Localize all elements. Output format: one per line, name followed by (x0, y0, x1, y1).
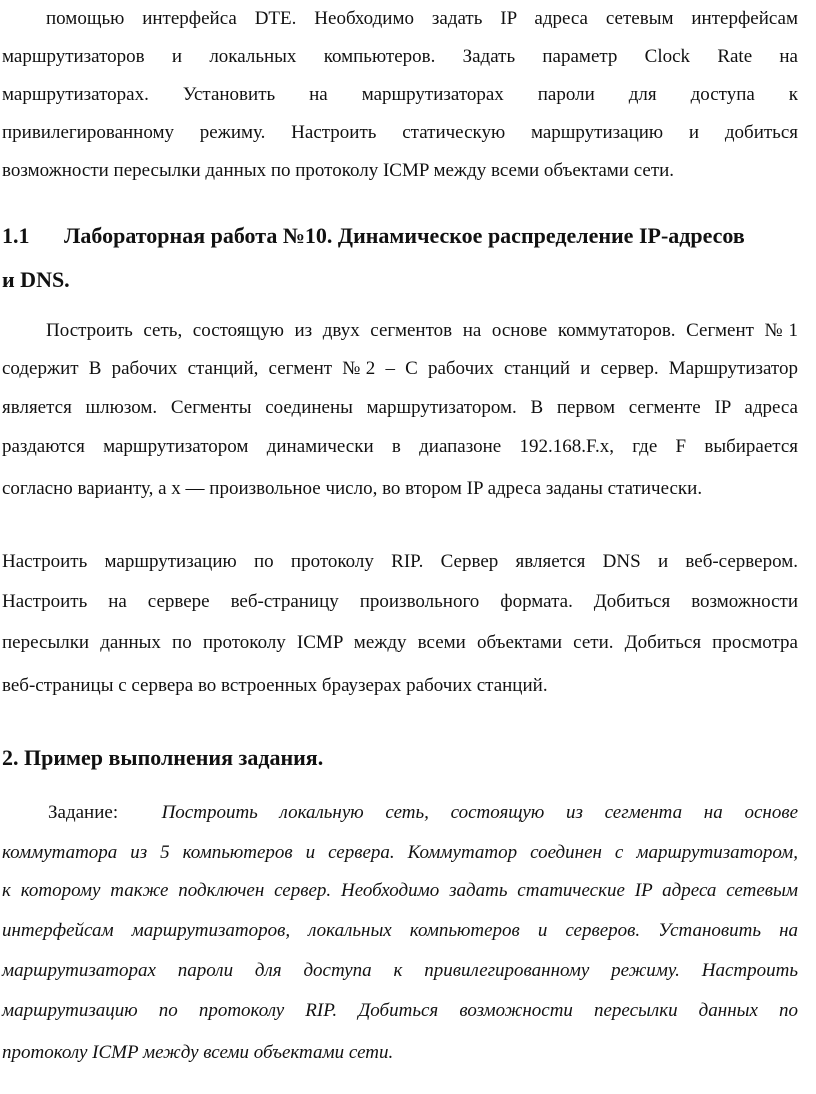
text-line: возможности пересылки данных по протоколу ICMP между всеми объектами сети. (2, 160, 675, 181)
text-line: пересылки данных по протоколу ICMP между всеми объектами сети. Добиться просмотра (2, 632, 798, 653)
text-line: протоколу ICMP между всеми объектами сети. (2, 1042, 394, 1063)
text-line: маршрутизаторах пароли для доступа к привилегированному режиму. Настроить (2, 960, 798, 981)
text-line: маршрутизацию по протоколу RIP. Добиться возможности пересылки данных по (2, 1000, 798, 1021)
example-text: Построить локальную сеть, состоящую из сегмента на основе (161, 802, 798, 823)
section-number: 1.1 (2, 223, 30, 248)
text-line: коммутатора из 5 компьютеров и сервера. Коммутатор соединен с маршрутизатором, (2, 842, 798, 863)
text-line: к которому также подключен сервер. Необходимо задать статические IP адреса сетевым (2, 880, 798, 901)
section-title: Лабораторная работа №10. Динамическое распределение IP-адресов (64, 223, 745, 248)
example-label: Задание: (48, 802, 119, 823)
example-first-line (48, 800, 798, 826)
text-line: привилегированному режиму. Настроить статическую маршрутизацию и добиться (2, 122, 798, 143)
text-line: согласно варианту, а x — произвольное число, во втором IP адреса заданы статически. (2, 478, 703, 499)
text-line: содержит B рабочих станций, сегмент №2 – C рабочих станций и сервер. Маршрутизатор (2, 358, 798, 379)
text-line: Настроить на сервере веб-страницу произвольного формата. Добиться возможности (2, 591, 798, 612)
text-line: помощью интерфейса DTE. Необходимо задать IP адреса сетевым интерфейсам (46, 8, 798, 29)
text-line: является шлюзом. Сегменты соединены маршрутизатором. В первом сегменте IP адреса (2, 397, 798, 418)
text-line: веб-страницы с сервера во встроенных браузерах рабочих станций. (2, 675, 548, 696)
section-heading-2: 2. Пример выполнения задания. (2, 745, 324, 770)
text-line: интерфейсам маршрутизаторов, локальных компьютеров и серверов. Установить на (2, 920, 798, 941)
text-line: раздаются маршрутизатором динамически в диапазоне 192.168.F.x, где F выбирается (2, 436, 798, 457)
text-line: маршрутизаторов и локальных компьютеров. Задать параметр Clock Rate на (2, 46, 798, 67)
text-line: Построить сеть, состоящую из двух сегментов на основе коммутаторов. Сегмент №1 (46, 320, 798, 341)
text-line: Настроить маршрутизацию по протоколу RIP. Сервер является DNS и веб-сервером. (2, 551, 798, 572)
text-line: маршрутизаторах. Установить на маршрутизаторах пароли для доступа к (2, 84, 798, 105)
section-title-continued: и DNS. (2, 267, 70, 292)
